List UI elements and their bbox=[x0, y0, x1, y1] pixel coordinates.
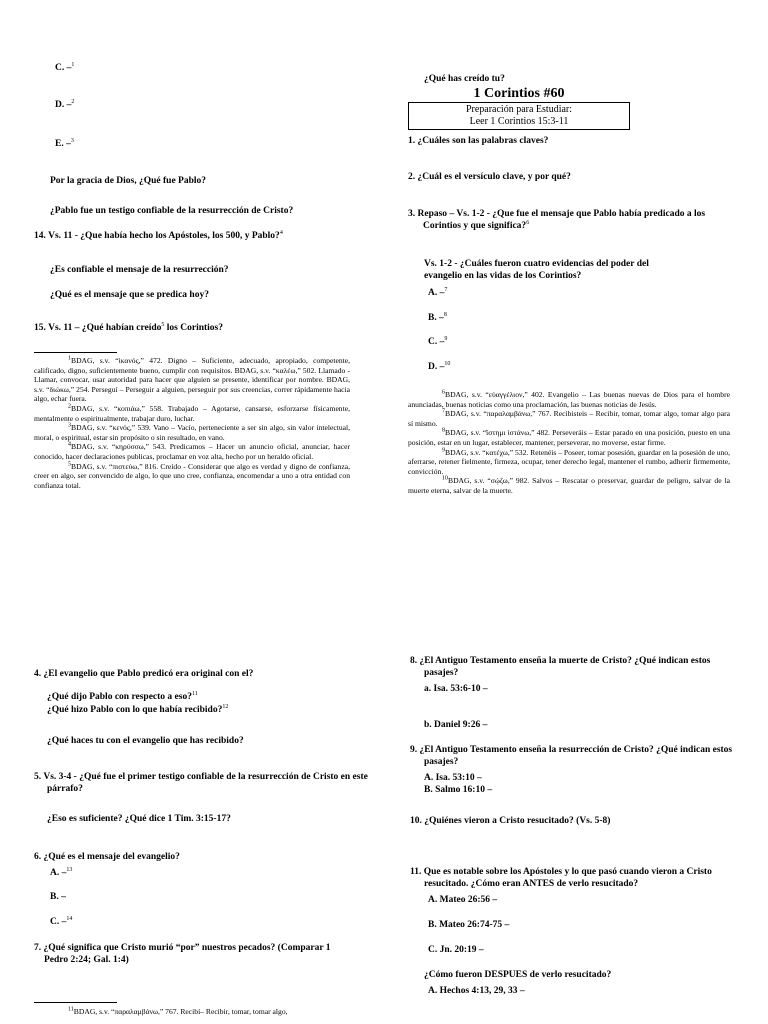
question-9: 9. ¿El Antiguo Testamento enseña la resurrección de Cristo? ¿Qué indican estos pasajes? bbox=[410, 745, 733, 767]
passage-mateo-26-74: B. Mateo 26:74-75 – bbox=[428, 920, 510, 930]
message-b: B. – bbox=[50, 892, 66, 902]
question-3: 3. Repaso – Vs. 1-2 - ¿Que fue el mensaje que Pablo había predicado a los Corintios y que significa?$^6$ bbox=[408, 209, 706, 231]
footnotes-left bbox=[34, 356, 350, 490]
question-14: 14. Vs. 11 - ¿Que había hecho los Apóstoles, los 500, y Pablo?$^4$ bbox=[34, 229, 283, 241]
question-gracia: Por la gracia de Dios, ¿Qué fue Pablo? bbox=[50, 176, 207, 186]
passage-salmo: B. Salmo 16:10 – bbox=[424, 785, 493, 795]
evidence-d: D. –$^{10}$ bbox=[428, 360, 451, 372]
question-dijo: ¿Qué dijo Pablo con respecto a eso?$^{11}$ bbox=[47, 690, 198, 702]
footnote-rule-bottom bbox=[34, 1002, 117, 1003]
question-has-creido: ¿Qué has creído tu? bbox=[424, 74, 505, 84]
passage-isa-53-10: A. Isa. 53:10 – bbox=[424, 773, 482, 783]
footnote-7: $^7$BDAG, s.v. “παραλαμβάνω,” 767. Recibisteis – Recibir, tomar, tomar algo, tomar algo para sí mismo. bbox=[408, 408, 730, 428]
question-4: 4. ¿El evangelio que Pablo predicó era original con el? bbox=[34, 669, 254, 679]
passage-juan: C. Jn. 20:19 – bbox=[428, 945, 484, 955]
question-despues: ¿Cómo fueron DESPUES de verlo resucitado? bbox=[424, 970, 612, 980]
question-suficiente: ¿Eso es suficiente? ¿Qué dice 1 Tim. 3:15-17? bbox=[47, 814, 231, 824]
footnote-2: $^2$BDAG, s.v. “κοπιάω,” 558. Trabajado – Agotarse, cansarse, esforzarse físicamente, mentalmente o espiritualmente, trabajar duro, luchar. bbox=[34, 403, 350, 423]
question-7: 7. ¿Qué significa que Cristo murió “por” nuestros pecados? (Comparar 1 Pedro 2:24; Gal. 1:4) bbox=[34, 943, 331, 965]
question-6: 6. ¿Qué es el mensaje del evangelio? bbox=[34, 852, 180, 862]
footnote-11: $^{11}$BDAG, s.v. “παραλαμβάνω,” 767. Recibí– Recibir, tomar, tomar algo, bbox=[68, 1006, 288, 1016]
footnote-rule bbox=[34, 352, 117, 353]
question-1: 1. ¿Cuáles son las palabras claves? bbox=[408, 136, 549, 146]
question-hizo: ¿Qué hizo Pablo con lo que había recibido?$^{12}$ bbox=[47, 703, 229, 715]
passage-mateo-26-56: A. Mateo 26:56 – bbox=[428, 895, 498, 905]
question-5: 5. Vs. 3-4 - ¿Qué fue el primer testigo confiable de la resurrección de Cristo en este párrafo? bbox=[34, 772, 368, 794]
passage-hechos: A. Hechos 4:13, 29, 33 – bbox=[428, 986, 525, 996]
question-confiable: ¿Es confiable el mensaje de la resurrección? bbox=[50, 265, 229, 275]
answer-c: C. –$^1$ bbox=[55, 61, 75, 73]
footnote-5: $^5$BDAG, s.v. “πιστεύω,” 816. Creído - Considerar que algo es verdad y digno de confianza, creer en algo, ser convencido de algo, lo que uno cree, confianza, encomendar a uno a otra entidad con confianza total. bbox=[34, 461, 350, 490]
footnote-6: $^6$BDAG, s.v. “εὐαγγέλιον,” 402. Evangelio – Las buenas nuevas de Dios para el hombre anunciadas, buenas noticias como una proclamación, las buenas noticias de Jesús. bbox=[408, 389, 730, 409]
message-a: A. –$^{13}$ bbox=[50, 866, 73, 878]
question-11: 11. Que es notable sobre los Apóstoles y lo que pasó cuando vieron a Cristo resucitado. ¿Cómo eran ANTES de verlo resucitado? bbox=[410, 867, 712, 889]
question-predica: ¿Qué es el mensaje que se predica hoy? bbox=[50, 290, 209, 300]
footnote-9: $^9$BDAG, s.v. “κατέχω,” 532. Retenéis – Poseer, tomar posesión, guardar en la posesión de uno, aferrarse, retener fielmente, firmeza, ocupar, tener derecho legal, mantener el rumbo, adherir firmemente, convicción. bbox=[408, 447, 731, 476]
evidence-c: C. –$^9$ bbox=[428, 335, 448, 347]
question-15: 15. Vs. 11 – ¿Qué habían creído$^5$ los Corintios? bbox=[34, 321, 223, 333]
footnote-3: $^3$BDAG, s.v. “κενός,” 539. Vano – Vacío, perteneciente a ser sin algo, sin valor intelectual, moral, o espiritual, estar sin propósito o sin resultado, en vano. bbox=[34, 422, 350, 442]
footnote-4: $^4$BDAG, s.v. “κηρύσσω,” 543. Predicamos – Hacer un anuncio oficial, anunciar, hacer conocido, hacer declaraciones publicas, proclamar en voz alta, hecho por un heraldo oficial. bbox=[34, 441, 350, 461]
footnote-8: $^8$BDAG, s.v. “ἵστημι ἱστάνω,” 482. Perseveráis – Estar parado en una posición, puesto en una posición, estar en un lugar, establecer, mantener, perseverar, no moverse, estar firme. bbox=[408, 427, 730, 447]
passage-isa-53-6: a. Isa. 53:6-10 – bbox=[424, 684, 488, 694]
message-c: C. –$^{14}$ bbox=[50, 915, 73, 927]
footnotes-right bbox=[408, 390, 730, 496]
question-testigo: ¿Pablo fue un testigo confiable de la resurrección de Cristo? bbox=[50, 206, 294, 216]
page-title: 1 Corintios #60 bbox=[473, 86, 565, 101]
evidence-a: A. –$^7$ bbox=[428, 286, 448, 298]
prep-line-1: Preparación para Estudiar: bbox=[465, 104, 573, 115]
question-10: 10. ¿Quiénes vieron a Cristo resucitado? (Vs. 5-8) bbox=[410, 816, 611, 826]
answer-d: D. –$^2$ bbox=[55, 98, 75, 110]
passage-daniel: b. Daniel 9:26 – bbox=[424, 720, 488, 730]
question-2: 2. ¿Cuál es el versículo clave, y por qué? bbox=[408, 172, 571, 182]
answer-e: E. –$^3$ bbox=[55, 137, 74, 149]
question-evidencias: Vs. 1-2 - ¿Cuáles fueron cuatro evidencias del poder del evangelio en las vidas de los Corintios? bbox=[424, 259, 649, 281]
evidence-b: B. –$^8$ bbox=[428, 311, 447, 323]
prep-box bbox=[408, 102, 630, 130]
question-8: 8. ¿El Antiguo Testamento enseña la muerte de Cristo? ¿Qué indican estos pasajes? bbox=[410, 656, 711, 678]
footnote-10: $^{10}$BDAG, s.v. “σῴζω,” 982. Salvos – Rescatar o preservar, guardar de peligro, salvar de la muerte eterna, salvar de la muerte. bbox=[408, 475, 730, 495]
question-haces: ¿Qué haces tu con el evangelio que has recibido? bbox=[47, 736, 244, 746]
footnote-1: $^1$BDAG, s.v. “ἱκανός,” 472. Digno – Suficiente, adecuado, apropiado, competente, calificado, digno, suficientemente bueno, cumplir con requisitos. BDAG, s.v. “καλέω,” 502. Llamado - Llamar, convocar, usar autoridad para hacer que alguien se presente, identificar por nombre. BDAG, s.v. “διώκω,” 254. Perseguí – Perseguir a alguien, perseguir por sus creencias, correr rápidamente hacia algo, echar fuera. bbox=[34, 355, 350, 404]
prep-line-2: Leer 1 Corintios 15:3-11 bbox=[469, 116, 569, 127]
